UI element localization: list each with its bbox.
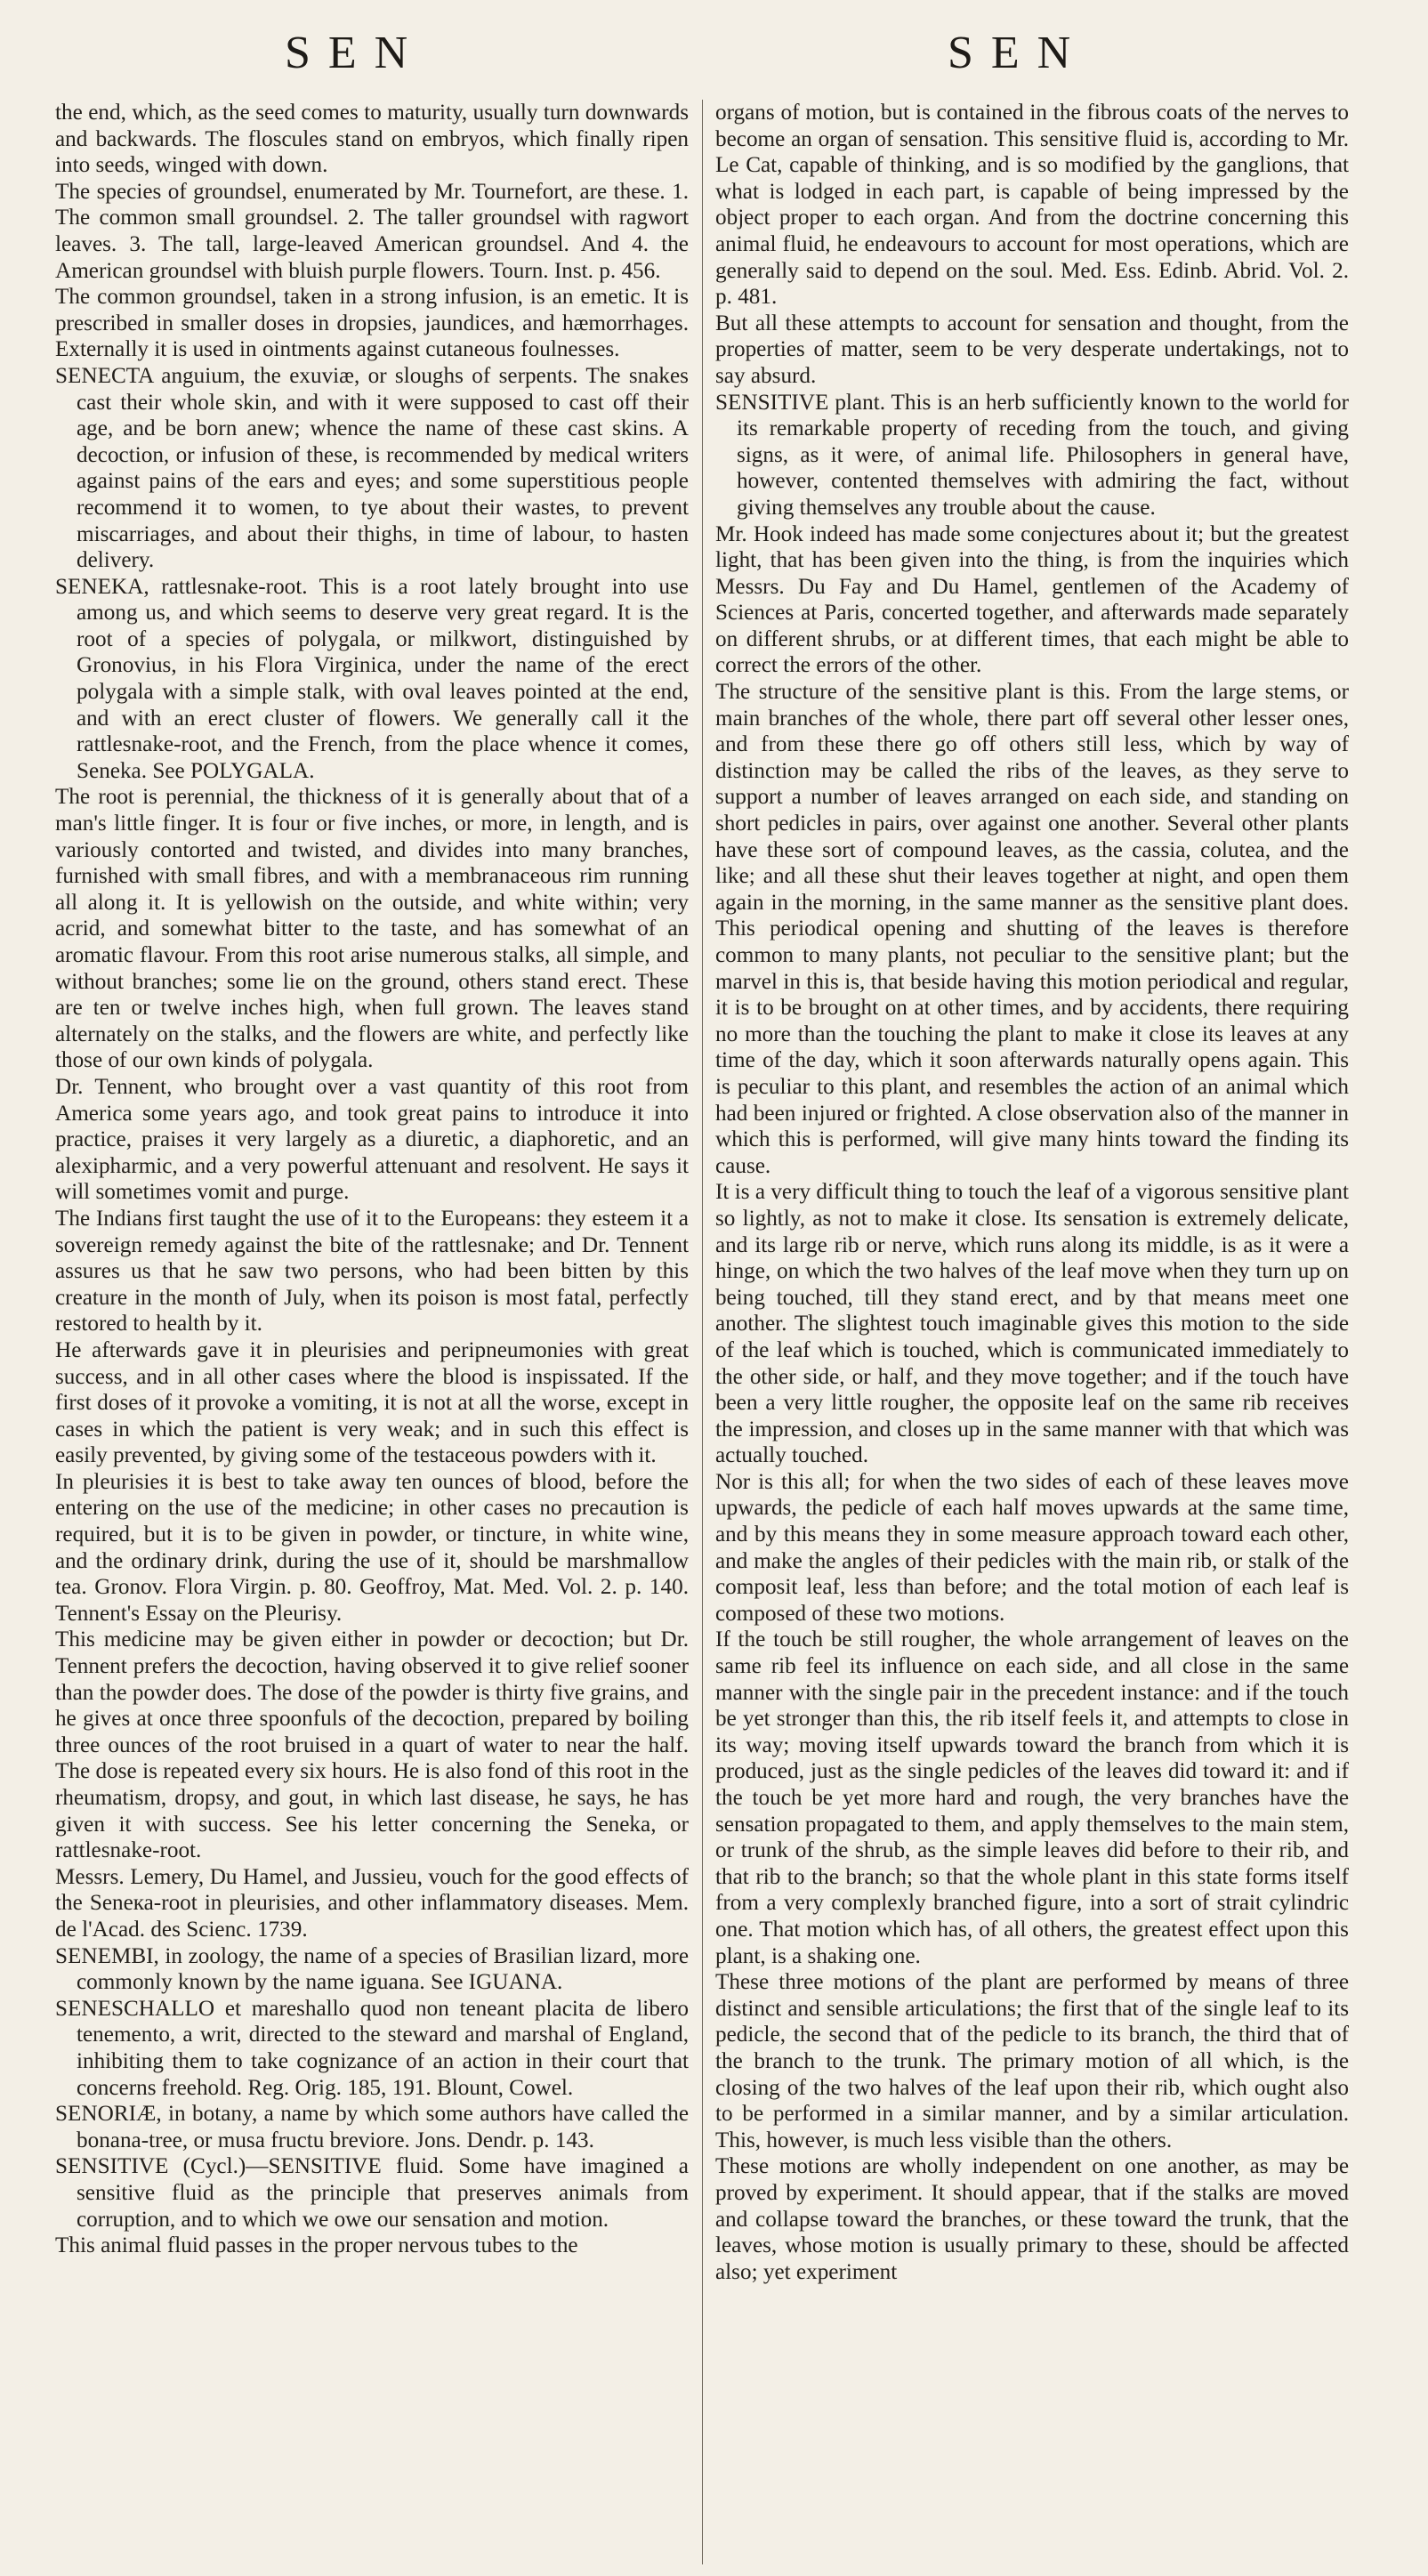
paragraph: Nor is this all; for when the two sides of each of these leaves move upwards, the pedicle of each half moves upwards at the same time, and by this means they in some measure approach toward each other, and make the angles of their pedicles with the main rib, or stalk of the composit leaf, less than before; and the total motion of each leaf is composed of these two motions.	[715, 1469, 1349, 1626]
paragraph: If the touch be still rougher, the whole arrangement of leaves on the same rib feel its influence on each side, and all close in the same manner with the single pair in the precedent instance: and if the touch be yet stronger than this, the rib itself feels it, and attempts to close in its way; moving itself upwards toward the branch from which it is produced, just as the single pedicles of the leaves did toward it: and if the touch be yet more hard and rough, the very branches have the sensation propagated to them, and apply themselves to the main stem, or trunk of the shrub, as the simple leaves did before to their rib, and that rib to the branch; so that the whole plant in this state forms itself from a very complexly branched figure, into a sort of strait cylindric one. That motion which has, of all others, the greatest effect upon this plant, is a shaking one.	[715, 1627, 1349, 1968]
running-head-right: SEN	[948, 28, 1089, 78]
paragraph: In pleurisies it is best to take away ten ounces of blood, before the entering on the use of the medicine; in other cases no precaution is required, but it is to be given in powder, or tincture, in white wine, and the ordinary drink, during the use of it, should be marshmallow tea. Gronov. Flora Virgin. p. 80. Geoffroy, Mat. Med. Vol. 2. p. 140. Tennent's Essay on the Pleurisy.	[55, 1469, 689, 1626]
entry-sensitive: SENSITIVE (Cycl.)—SENSITIVE fluid. Some have imagined a sensitive fluid as the principle that preserves animals from corruption, and to which we owe our sensation and motion.	[55, 2154, 689, 2232]
paragraph: This medicine may be given either in powder or decoction; but Dr. Tennent prefers the decoction, having observed it to give relief sooner than the powder does. The dose of the powder is thirty five grains, and he gives at once three spoonfuls of the decoction, prepared by boiling three ounces of the root bruised in a quart of water to near the half. The dose is repeated every six hours. He is also fond of this root in the rheumatism, dropsy, and gout, in which last disease, he says, he has given it with success. See his letter concerning the Seneka, or rattlesnake-root.	[55, 1627, 689, 1863]
paragraph: These three motions of the plant are performed by means of three distinct and sensible articulations; the first that of the single leaf to its pedicle, the second that of the pedicle to its branch, the third that of the branch to the trunk. The primary motion of all which, is the closing of the two halves of the leaf upon their rib, which ought also to be performed in a similar manner, and by a similar articulation. This, however, is much less visible than the others.	[715, 1970, 1349, 2152]
entry-seneka: SENEKA, rattlesnake-root. This is a root lately brought into use among us, and which seems to deserve very great regard. It is the root of a species of polygala, or milkwort, distinguished by Gronovius, in his Flora Virginica, under the name of the erect polygala with a simple stalk, with oval leaves pointed at the end, and with an erect cluster of flowers. We generally call it the rattlesnake-root, and the French, from the place whence it comes, Seneka. See POLYGALA.	[55, 574, 689, 783]
paragraph: The structure of the sensitive plant is this. From the large stems, or main branches of the whole, there part off several other lesser ones, and from these there go off others still less, which by way of distinction may be called the ribs of the leaves, as they serve to support a number of leaves arranged on each side, and standing on short pedicles in pairs, over against one another. Several other plants have these sort of compound leaves, as the cassia, colutea, and the like; and all these shut their leaves together at night, and open them again in the morning, in the same manner as the sensitive plant does. This periodical opening and shutting of the leaves is therefore common to many plants, not peculiar to the sensitive plant; but the marvel in this is, that beside having this motion periodical and regular, it is to be brought on at other times, and by accidents, there requiring no more than the touching the plant to make it close its leaves at any time of the day, which it soon afterwards naturally opens again. This is peculiar to this plant, and resembles the action of an animal which had been injured or frighted. A close observation also of the manner in which this is performed, will give many hints toward the finding its cause.	[715, 680, 1349, 1178]
paragraph: Dr. Tennent, who brought over a vast quantity of this root from America some years ago, and took great pains to introduce it into practice, praises it very largely as a diuretic, a diaphoretic, and an alexipharmic, and a very powerful attenuant and resolvent. He says it will sometimes vomit and purge.	[55, 1074, 689, 1205]
left-column	[55, 100, 689, 2259]
paragraph: Mr. Hook indeed has made some conjectures about it; but the greatest light, that has been given into the thing, is from the inquiries which Messrs. Du Fay and Du Hamel, gentlemen of the Academy of Sciences at Paris, concerted together, and afterwards made separately on different shrubs, or at different times, that each might be able to correct the errors of the other.	[715, 521, 1349, 678]
paragraph: The root is perennial, the thickness of it is generally about that of a man's little finger. It is four or five inches, or more, in length, and is variously contorted and twisted, and divides into many branches, furnished with small fibres, and with a membranaceous rim running all along it. It is yellowish on the outside, and white within; very acrid, and somewhat bitter to the taste, and has somewhat of an aromatic flavour. From this root arise numerous stalks, all simple, and without branches; some lie on the ground, others stand erect. These are ten or twelve inches high, when full grown. The leaves stand alternately on the stalks, and the flowers are white, and perfectly like those of our own kinds of polygala.	[55, 785, 689, 1073]
column-rule	[702, 100, 703, 2564]
running-head-left: SEN	[285, 28, 426, 78]
entry-sensitive-plant: SENSITIVE plant. This is an herb sufficiently known to the world for its remarkable property of receding from the touch, and giving signs, as it were, of animal life. Philosophers in general have, however, contented themselves with admiring the fact, without giving themselves any trouble about the cause.	[715, 390, 1349, 520]
entry-senecta: SENECTA anguium, the exuviæ, or sloughs of serpents. The snakes cast their whole skin, and with it were supposed to cast off their age, and be born anew; whence the name of these cast skins. A decoction, or infusion of these, is recommended by medical writers against pains of the ears and eyes; and some superstitious people recommend it to women, to tye about their wastes, to prevent miscarriages, and about their thighs, in time of labour, to hasten delivery.	[55, 363, 689, 573]
entry-senoriae: SENORIÆ, in botany, a name by which some authors have called the bonana-tree, or musa fructu breviore. Jons. Dendr. p. 143.	[55, 2102, 689, 2152]
paragraph: organs of motion, but is contained in the fibrous coats of the nerves to become an organ of sensation. This sensitive fluid is, according to Mr. Le Cat, capable of thinking, and is so modified by the ganglions, that what is lodged in each part, is capable of being impressed by the object proper to each organ. And from the doctrine concerning this animal fluid, he endeavours to account for most operations, which are generally said to depend on the soul. Med. Ess. Edinb. Abrid. Vol. 2. p. 481.	[715, 101, 1349, 310]
paragraph: It is a very difficult thing to touch the leaf of a vigorous sensitive plant so lightly, as not to make it close. Its sensation is extremely delicate, and its large rib or nerve, which runs along its middle, is as it were a hinge, on which the two halves of the leaf move when they turn up on being touched, till they stand erect, and by that means meet one another. The slightest touch imaginable gives this motion to the side of the leaf which is touched, which is communicated immediately to the other side, or half, and they move together; and if the touch have been a very little rougher, the opposite leaf on the same rib receives the impression, and closes up in the same manner with that which was actually touched.	[715, 1180, 1349, 1468]
paragraph: The common groundsel, taken in a strong infusion, is an emetic. It is prescribed in smaller doses in dropsies, jaundices, and hæmorrhages. Externally it is used in ointments against cutaneous foulnesses.	[55, 285, 689, 362]
right-column	[715, 100, 1349, 2285]
entry-seneschallo: SENESCHALLO et mareshallo quod non teneant placita de libero tenemento, a writ, directed to the steward and marshal of England, inhibiting them to take cognizance of an action in their court that concerns freehold. Reg. Orig. 185, 191. Blount, Cowel.	[55, 1996, 689, 2100]
paragraph: The species of groundsel, enumerated by Mr. Tournefort, are these. 1. The common small groundsel. 2. The taller groundsel with ragwort leaves. 3. The tall, large-leaved American groundsel. And 4. the American groundsel with bluish purple flowers. Tourn. Inst. p. 456.	[55, 179, 689, 283]
paragraph: the end, which, as the seed comes to maturity, usually turn downwards and backwards. The floscules stand on embryos, which finally ripen into seeds, winged with down.	[55, 101, 689, 178]
paragraph: These motions are wholly independent on one another, as may be proved by experiment. It should appear, that if the stalks are moved and collapse toward the branches, or these toward the trunk, that the leaves, whose motion is usually primary to these, should be affected also; yet experiment	[715, 2154, 1349, 2284]
paragraph: But all these attempts to account for sensation and thought, from the properties of matter, seem to be very desperate undertakings, not to say absurd.	[715, 311, 1349, 388]
entry-senembi: SENEMBI, in zoology, the name of a species of Brasilian lizard, more commonly known by the name iguana. See IGUANA.	[55, 1943, 689, 1995]
paragraph: This animal fluid passes in the proper nervous tubes to the	[55, 2233, 578, 2258]
paragraph: The Indians first taught the use of it to the Europeans: they esteem it a sovereign remedy against the bite of the rattlesnake; and Dr. Tennent assures us that he saw two persons, who had been bitten by this creature in the month of July, when its poison is most fatal, perfectly restored to health by it.	[55, 1206, 689, 1336]
paragraph: Messrs. Lemery, Du Hamel, and Jussieu, vouch for the good effects of the Senека-root in pleurisies, and other inflammatory diseases. Mem. de l'Acad. des Scienc. 1739.	[55, 1864, 689, 1942]
paragraph: He afterwards gave it in pleurisies and peripneumonies with great success, and in all other cases where the blood is inspissated. If the first doses of it provoke a vomiting, it is not at all the worse, except in cases in which the patient is very weak; and in such this effect is easily prevented, by giving some of the testaceous powders with it.	[55, 1337, 689, 1468]
